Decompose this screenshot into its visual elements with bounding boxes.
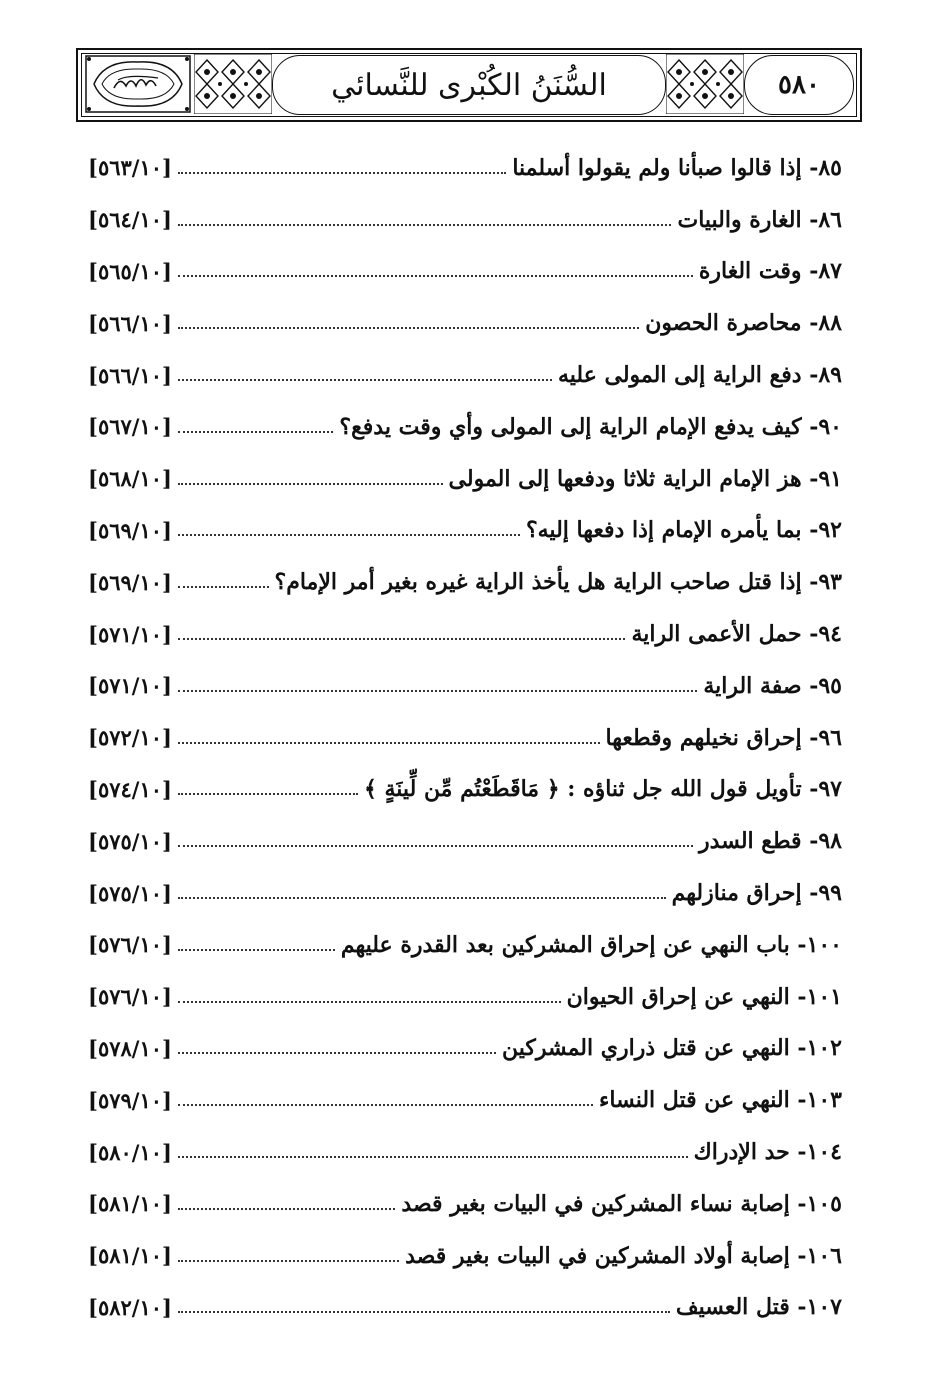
toc-entry (88, 660, 842, 712)
toc-entry-reference: [٥٦٦/١٠] (88, 362, 172, 388)
toc-entry (88, 1023, 842, 1075)
toc-entry-title: ١٠٣- النهي عن قتل النساء (599, 1087, 842, 1114)
toc-entry (88, 556, 842, 608)
dot-leader (178, 379, 552, 381)
toc-entry-title: ٩٢- بما يأمره الإمام إذا دفعها إليه؟ (525, 517, 842, 544)
toc-entry (88, 919, 842, 971)
toc-entry-title: ٩٤- حمل الأعمى الراية (631, 621, 842, 648)
table-of-contents (88, 142, 842, 1333)
dot-leader (178, 1104, 593, 1106)
dot-leader (178, 793, 358, 795)
dot-leader (178, 586, 269, 588)
toc-entry-title: ١٠٤- حد الإدراك (693, 1139, 842, 1166)
toc-entry (88, 194, 842, 246)
toc-entry-reference: [٥٧١/١٠] (88, 621, 172, 647)
toc-entry-title: ٨٨- محاصرة الحصون (645, 310, 842, 337)
toc-entry-title: ١٠٥- إصابة نساء المشركين في البيات بغير قصد (401, 1190, 842, 1217)
toc-entry-reference: [٥٧٩/١٠] (88, 1087, 172, 1113)
toc-entry (88, 971, 842, 1023)
dot-leader (178, 638, 625, 640)
toc-entry-title: ٨٦- الغارة والبيات (677, 206, 842, 233)
dot-leader (178, 483, 443, 485)
toc-entry-reference: [٥٨٠/١٠] (88, 1139, 172, 1165)
toc-entry (88, 401, 842, 453)
toc-entry-reference: [٥٧٤/١٠] (88, 776, 172, 802)
ornament-pattern-left-icon (194, 54, 272, 114)
toc-entry-title: ٩٧- تأويل قول الله جل ثناؤه : ﴿ مَاقَطَعْتُم مِّن لِّينَةٍ ﴾ (363, 776, 842, 803)
toc-entry-reference: [٥٧٦/١٠] (88, 984, 172, 1010)
toc-entry (88, 815, 842, 867)
toc-entry-reference: [٥٦٦/١٠] (88, 310, 172, 336)
toc-entry-reference: [٥٦٨/١٠] (88, 466, 172, 492)
toc-entry (88, 142, 842, 194)
toc-entry-reference: [٥٦٧/١٠] (88, 414, 172, 440)
toc-entry-title: ٨٩- دفع الراية إلى المولى عليه (557, 362, 842, 389)
toc-entry (88, 505, 842, 557)
toc-entry (88, 764, 842, 816)
dot-leader (178, 1260, 399, 1262)
dot-leader (178, 172, 506, 174)
toc-entry (88, 1230, 842, 1282)
toc-entry (88, 246, 842, 298)
dot-leader (178, 431, 333, 433)
toc-entry (88, 349, 842, 401)
dot-leader (178, 1156, 688, 1158)
dot-leader (178, 949, 335, 951)
dot-leader (178, 845, 693, 847)
dot-leader (178, 1208, 395, 1210)
page-header (76, 48, 862, 122)
dot-leader (178, 534, 520, 536)
dot-leader (178, 690, 697, 692)
dot-leader (178, 224, 672, 226)
toc-entry-reference: [٥٦٩/١٠] (88, 569, 172, 595)
toc-entry-reference: [٥٨٢/١٠] (88, 1294, 172, 1320)
toc-entry (88, 867, 842, 919)
page-number: ٥٨٠ (744, 55, 854, 115)
toc-entry (88, 712, 842, 764)
toc-entry-reference: [٥٨١/١٠] (88, 1191, 172, 1217)
toc-entry-title: ١٠٦- إصابة أولاد المشركين في البيات بغير قصد (405, 1242, 842, 1269)
toc-entry-title: ٨٥- إذا قالوا صبأنا ولم يقولوا أسلمنا (512, 154, 842, 181)
dot-leader (178, 1001, 561, 1003)
toc-entry (88, 1178, 842, 1230)
toc-entry (88, 1282, 842, 1334)
book-emblem-icon (84, 54, 192, 114)
toc-entry-reference: [٥٦٥/١٠] (88, 258, 172, 284)
dot-leader (178, 1311, 670, 1313)
toc-entry-title: ٩٠- كيف يدفع الإمام الراية إلى المولى وأي وقت يدفع؟ (339, 413, 842, 440)
toc-entry (88, 1074, 842, 1126)
toc-entry-title: ٩٣- إذا قتل صاحب الراية هل يأخذ الراية غيره بغير أمر الإمام؟ (274, 569, 842, 596)
toc-entry-reference: [٥٧٢/١٠] (88, 725, 172, 751)
toc-entry (88, 453, 842, 505)
toc-entry-reference: [٥٨١/١٠] (88, 1243, 172, 1269)
dot-leader (178, 897, 666, 899)
toc-entry-title: ١٠٧- قتل العسيف (675, 1294, 842, 1321)
toc-entry (88, 1126, 842, 1178)
toc-entry-reference: [٥٧٦/١٠] (88, 932, 172, 958)
toc-entry-title: ١٠٢- النهي عن قتل ذراري المشركين (501, 1035, 842, 1062)
toc-entry-reference: [٥٦٣/١٠] (88, 155, 172, 181)
dot-leader (178, 275, 693, 277)
toc-entry-title: ٩٥- صفة الراية (703, 672, 842, 699)
toc-entry-reference: [٥٧٥/١٠] (88, 880, 172, 906)
toc-entry-reference: [٥٦٩/١٠] (88, 517, 172, 543)
ornament-pattern-right-icon (666, 54, 744, 114)
toc-entry-title: ٩٨- قطع السدر (699, 828, 842, 855)
toc-entry-title: ٩٩- إحراق منازلهم (671, 880, 842, 907)
toc-entry (88, 608, 842, 660)
running-title: السُّنَنُ الكُبْرى للنَّسائي (272, 55, 666, 115)
toc-entry-title: ١٠٠- باب النهي عن إحراق المشركين بعد القدرة عليهم (340, 931, 842, 958)
toc-entry-title: ١٠١- النهي عن إحراق الحيوان (566, 983, 842, 1010)
toc-entry (88, 297, 842, 349)
toc-entry-title: ٩١- هز الإمام الراية ثلاثا ودفعها إلى المولى (448, 465, 842, 492)
dot-leader (178, 327, 639, 329)
toc-entry-title: ٩٦- إحراق نخيلهم وقطعها (605, 724, 842, 751)
toc-entry-reference: [٥٦٤/١٠] (88, 207, 172, 233)
toc-entry-reference: [٥٧٥/١٠] (88, 828, 172, 854)
toc-entry-reference: [٥٧٨/١٠] (88, 1035, 172, 1061)
toc-entry-reference: [٥٧١/١٠] (88, 673, 172, 699)
toc-entry-title: ٨٧- وقت الغارة (698, 258, 842, 285)
dot-leader (178, 742, 600, 744)
dot-leader (178, 1052, 496, 1054)
